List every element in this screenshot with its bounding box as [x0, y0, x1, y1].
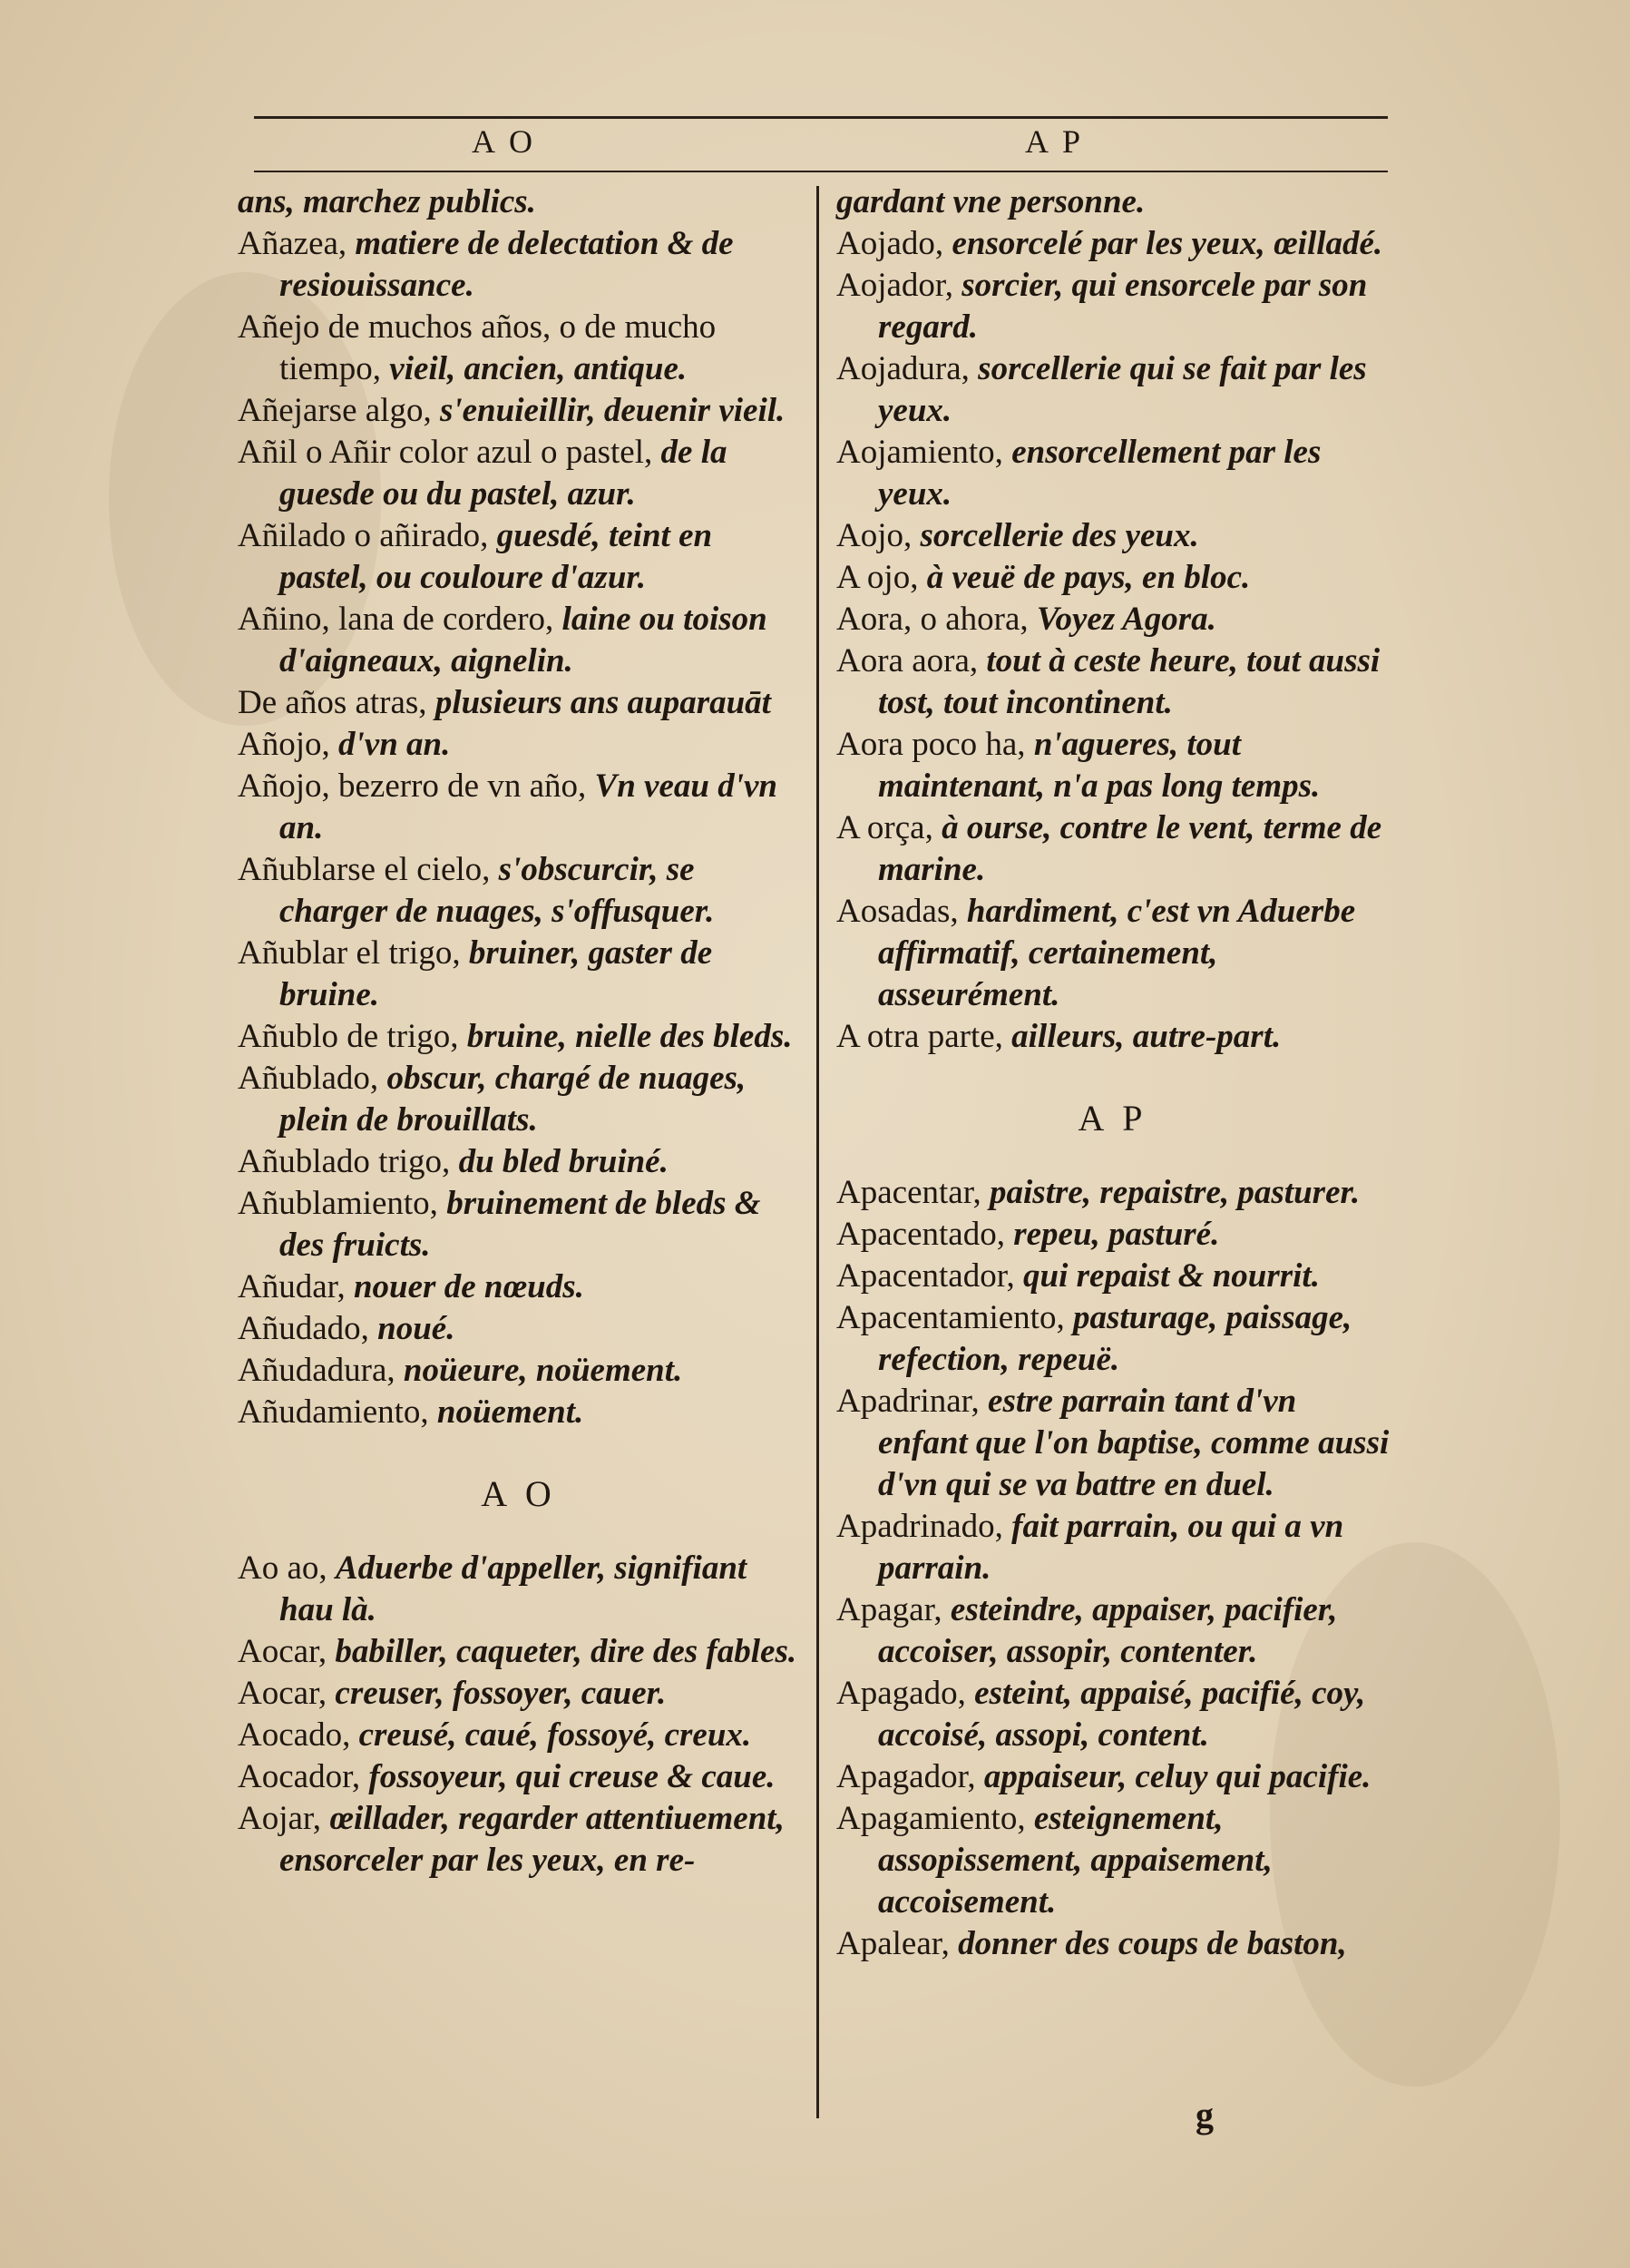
entry-headword: Añublarse el cielo,	[238, 851, 499, 888]
entry-headword: Apacentar,	[836, 1174, 991, 1211]
entry-headword: Apagado,	[836, 1675, 975, 1712]
dictionary-entry	[238, 1141, 800, 1183]
dictionary-entry	[836, 599, 1390, 640]
entry-definition: ensorcelé par les yeux, œilladé.	[952, 225, 1383, 262]
entry-definition: ans, marchez publics.	[238, 183, 536, 220]
entry-headword: Añazea,	[238, 225, 356, 262]
entry-headword: Apalear,	[836, 1925, 959, 1962]
entry-definition: nouer de nœuds.	[353, 1268, 584, 1305]
entry-definition: gardant vne personne.	[836, 183, 1146, 220]
entry-headword: Apagamiento,	[836, 1800, 1034, 1837]
entry-definition: creuser, fossoyer, cauer.	[335, 1675, 667, 1712]
entry-definition: hardiment, c'est vn Aduerbe affirmatif, certainement, asseurément.	[878, 893, 1356, 1013]
entry-definition: matiere de delectation & de resiouissance.	[279, 225, 734, 304]
entry-headword: Añojo, bezerro de vn año,	[238, 767, 595, 805]
dictionary-entry	[238, 1266, 800, 1308]
entry-definition: d'vn an.	[338, 726, 451, 763]
entry-headword: Aocador,	[238, 1758, 369, 1795]
dictionary-entry	[836, 515, 1390, 557]
entry-definition: tout à ceste heure, tout aussi tost, tout incontinent.	[878, 642, 1381, 721]
dictionary-entry	[238, 1631, 800, 1673]
dictionary-entry	[238, 1548, 800, 1631]
dictionary-entry	[836, 1214, 1390, 1256]
entry-headword: Añublado,	[238, 1060, 387, 1097]
dictionary-entry	[836, 1923, 1390, 1965]
column-divider	[816, 186, 819, 2118]
dictionary-entry	[238, 1308, 800, 1350]
dictionary-entry	[836, 724, 1390, 807]
entry-headword: Añudadura,	[238, 1352, 404, 1389]
entry-definition: esteindre, appaiser, pacifier, accoiser, assopir, contenter.	[878, 1591, 1338, 1670]
dictionary-entry	[238, 515, 800, 599]
entry-headword: Aocar,	[238, 1633, 336, 1670]
entry-definition: noué.	[377, 1310, 455, 1347]
dictionary-entry	[836, 1589, 1390, 1673]
entry-definition: guesdé, teint en pastel, ou couloure d'azur.	[279, 517, 713, 596]
entry-headword: A orça,	[836, 809, 942, 846]
entry-headword: Apacentamiento,	[836, 1299, 1073, 1336]
page-number: g	[1196, 2095, 1214, 2136]
header-rule-bottom	[254, 171, 1388, 172]
dictionary-entry	[238, 682, 800, 724]
entry-headword: Añino, lana de cordero,	[238, 601, 562, 638]
dictionary-entry	[238, 307, 800, 390]
entry-headword: Aojador,	[836, 267, 962, 304]
dictionary-entry	[238, 1016, 800, 1058]
entry-headword: Añil o Añir color azul o pastel,	[238, 434, 661, 471]
dictionary-entry	[238, 933, 800, 1016]
entry-definition: Aduerbe d'appeller, signifiant hau là.	[279, 1549, 747, 1628]
dictionary-entry	[238, 223, 800, 307]
right-entries	[836, 181, 1390, 1058]
entry-definition: babiller, caqueter, dire des fables.	[335, 1633, 797, 1670]
header-left: A O	[472, 123, 537, 160]
dictionary-entry	[836, 432, 1390, 515]
entry-headword: Añublado trigo,	[238, 1143, 459, 1180]
left-entries	[238, 181, 800, 1433]
dictionary-entry	[238, 599, 800, 682]
entry-headword: A ojo,	[836, 559, 927, 596]
entry-definition: ensorcellement par les yeux.	[878, 434, 1322, 513]
entry-definition: fait parrain, ou qui a vn parrain.	[878, 1508, 1344, 1587]
entry-headword: Aosadas,	[836, 893, 967, 930]
dictionary-entry	[836, 891, 1390, 1016]
entry-definition: bruinement de bleds & des fruicts.	[279, 1185, 761, 1264]
entry-headword: Aora, o ahora,	[836, 601, 1037, 638]
entry-headword: Aocado,	[238, 1716, 359, 1754]
entry-definition: noüement.	[436, 1393, 584, 1431]
dictionary-entry	[836, 348, 1390, 432]
left-entries-ao	[238, 1548, 800, 1882]
entry-headword: Añublar el trigo,	[238, 934, 469, 972]
entry-definition: noüeure, noüement.	[403, 1352, 683, 1389]
right-column	[836, 181, 1390, 1965]
entry-headword: Añudado,	[238, 1310, 378, 1347]
header-right: A P	[1025, 123, 1085, 160]
header-rule-top	[254, 116, 1388, 119]
dictionary-entry	[238, 1673, 800, 1715]
entry-headword: Aojar,	[238, 1800, 330, 1837]
entry-headword: Apacentado,	[836, 1216, 1014, 1253]
dictionary-entry	[836, 807, 1390, 891]
dictionary-entry	[238, 181, 800, 223]
entry-headword: De años atras,	[238, 684, 435, 721]
entry-definition: pasturage, paissage, refection, repeuë.	[878, 1299, 1352, 1378]
entry-definition: plusieurs ans auparauāt	[434, 684, 771, 721]
dictionary-entry	[836, 1756, 1390, 1798]
dictionary-entry	[238, 849, 800, 933]
entry-headword: Añejarse algo,	[238, 392, 440, 429]
section-title-ao: A O	[481, 1473, 557, 1514]
entry-definition: fossoyeur, qui creuse & caue.	[368, 1758, 776, 1795]
entry-definition: du bled bruiné.	[458, 1143, 669, 1180]
dictionary-entry	[836, 1506, 1390, 1589]
entry-headword: Aojamiento,	[836, 434, 1012, 471]
dictionary-entry	[836, 1381, 1390, 1506]
dictionary-entry	[836, 1798, 1390, 1923]
left-column	[238, 181, 800, 1882]
entry-headword: Añublo de trigo,	[238, 1018, 467, 1055]
dictionary-entry	[836, 1297, 1390, 1381]
right-entries-ap	[836, 1172, 1390, 1965]
dictionary-entry	[238, 724, 800, 766]
entry-headword: A otra parte,	[836, 1018, 1012, 1055]
entry-definition: bruine, nielle des bleds.	[466, 1018, 793, 1055]
dictionary-entry	[238, 1183, 800, 1266]
entry-headword: Añojo,	[238, 726, 338, 763]
entry-headword: Añudamiento,	[238, 1393, 437, 1431]
dictionary-entry	[238, 1756, 800, 1798]
entry-definition: donner des coups de baston,	[958, 1925, 1347, 1962]
entry-definition: qui repaist & nourrit.	[1023, 1257, 1320, 1295]
entry-definition: esteint, appaisé, pacifié, coy, accoisé, assopi, content.	[878, 1675, 1366, 1754]
entry-definition: paistre, repaistre, pasturer.	[990, 1174, 1361, 1211]
entry-headword: Ao ao,	[238, 1549, 336, 1587]
entry-definition: sorcellerie qui se fait par les yeux.	[878, 350, 1367, 429]
entry-headword: Aora poco ha,	[836, 726, 1034, 763]
entry-definition: estre parrain tant d'vn enfant que l'on baptise, comme aussi d'vn qui se va battre en duel.	[878, 1383, 1390, 1503]
entry-headword: Aojo,	[836, 517, 921, 554]
dictionary-entry	[836, 181, 1390, 223]
entry-definition: s'obscurcir, se charger de nuages, s'offusquer.	[279, 851, 715, 930]
dictionary-entry	[836, 557, 1390, 599]
dictionary-entry	[238, 432, 800, 515]
entry-definition: Vn veau d'vn an.	[279, 767, 777, 846]
entry-headword: Añejo de muchos años, o de mucho tiempo,	[238, 308, 717, 387]
entry-definition: n'agueres, tout maintenant, n'a pas long temps.	[878, 726, 1321, 805]
entry-definition: laine ou toison d'aigneaux, aignelin.	[279, 601, 767, 679]
dictionary-entry	[238, 1058, 800, 1141]
entry-headword: Apadrinado,	[836, 1508, 1012, 1545]
dictionary-entry	[836, 223, 1390, 265]
dictionary-entry	[238, 1715, 800, 1756]
entry-headword: Aojadura,	[836, 350, 979, 387]
dictionary-entry	[836, 1172, 1390, 1214]
entry-definition: appaiseur, celuy qui pacifie.	[983, 1758, 1371, 1795]
entry-definition: s'enuieillir, deuenir vieil.	[439, 392, 786, 429]
entry-definition: œillader, regarder attentiuement, ensorceler par les yeux, en re-	[279, 1800, 785, 1879]
entry-headword: Apacentador,	[836, 1257, 1024, 1295]
entry-definition: de la guesde ou du pastel, azur.	[279, 434, 727, 513]
dictionary-entry	[836, 265, 1390, 348]
entry-definition: à ourse, contre le vent, terme de marine.	[878, 809, 1382, 888]
entry-headword: Añublamiento,	[238, 1185, 447, 1222]
dictionary-entry	[238, 1350, 800, 1392]
dictionary-entry	[238, 1798, 800, 1882]
entry-definition: à veuë de pays, en bloc.	[926, 559, 1251, 596]
entry-headword: Apagador,	[836, 1758, 984, 1795]
entry-headword: Añudar,	[238, 1268, 354, 1305]
dictionary-entry	[238, 390, 800, 432]
entry-definition: ailleurs, autre-part.	[1011, 1018, 1282, 1055]
dictionary-entry	[238, 766, 800, 849]
dictionary-entry	[238, 1392, 800, 1433]
dictionary-entry	[836, 1673, 1390, 1756]
entry-headword: Aocar,	[238, 1675, 336, 1712]
entry-definition: Voyez Agora.	[1036, 601, 1216, 638]
entry-headword: Apadrinar,	[836, 1383, 989, 1420]
entry-definition: obscur, chargé de nuages, plein de brouillats.	[279, 1060, 747, 1139]
section-title-ap: A P	[1078, 1098, 1148, 1139]
entry-definition: bruiner, gaster de bruine.	[279, 934, 713, 1013]
entry-definition: creusé, caué, fossoyé, creux.	[358, 1716, 752, 1754]
entry-definition: repeu, pasturé.	[1013, 1216, 1220, 1253]
dictionary-entry	[836, 1016, 1390, 1058]
entry-definition: sorcellerie des yeux.	[920, 517, 1199, 554]
entry-definition: vieil, ancien, antique.	[389, 350, 688, 387]
entry-headword: Añilado o añirado,	[238, 517, 497, 554]
entry-headword: Aojado,	[836, 225, 952, 262]
dictionary-entry	[836, 640, 1390, 724]
entry-headword: Aora aora,	[836, 642, 987, 679]
dictionary-entry	[836, 1256, 1390, 1297]
entry-definition: esteignement, assopissement, appaisement, accoisement.	[878, 1800, 1273, 1921]
entry-headword: Apagar,	[836, 1591, 951, 1628]
entry-definition: sorcier, qui ensorcele par son regard.	[878, 267, 1368, 346]
